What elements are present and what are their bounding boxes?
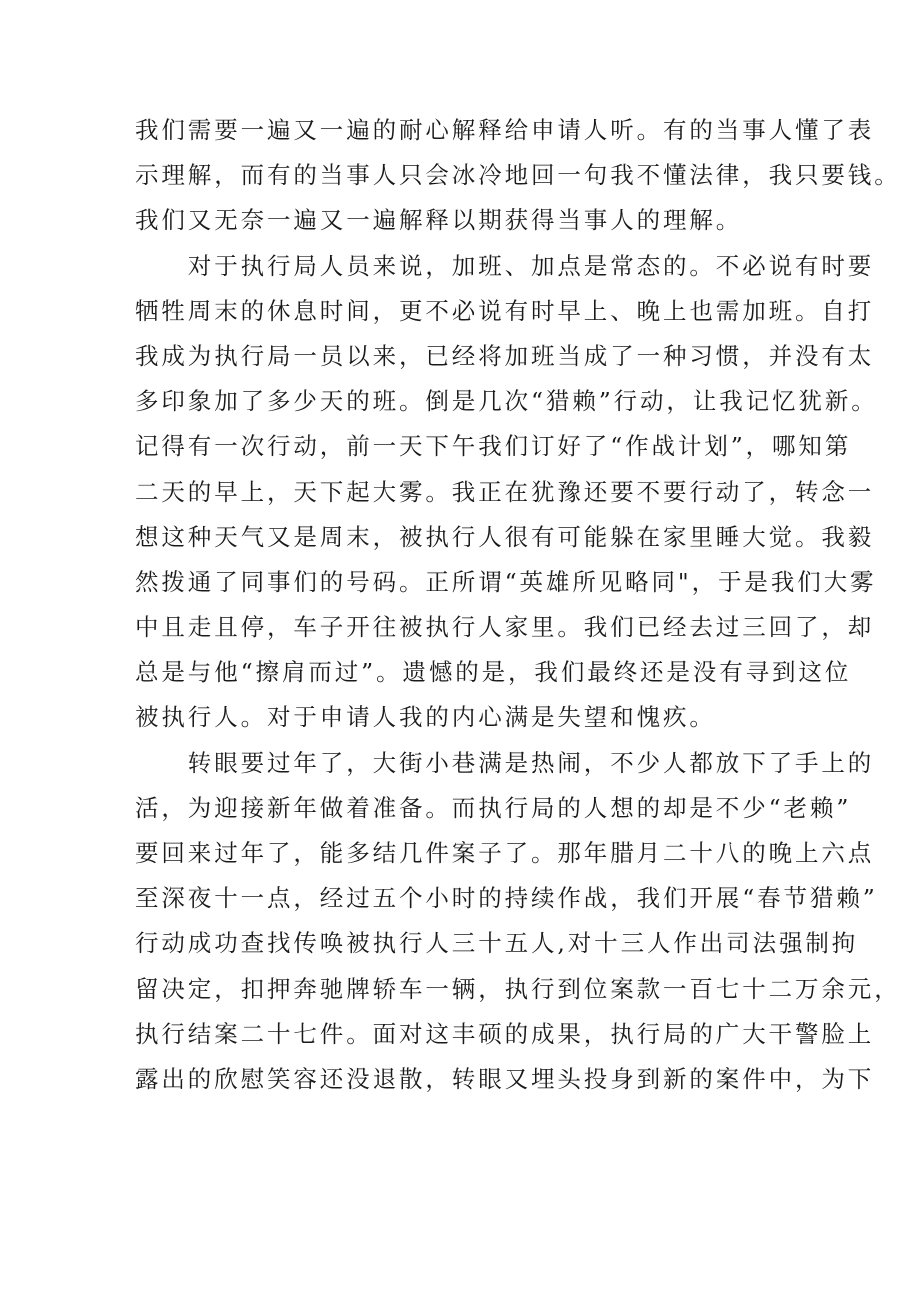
text-line: 想这种天气又是周末，被执行人很有可能躲在家里睡大觉。我毅 bbox=[135, 522, 875, 551]
text-line: 多印象加了多少天的班。倒是几次“猎赖”行动，让我记忆犹新。 bbox=[135, 387, 878, 416]
paragraph-1 bbox=[135, 113, 901, 249]
text-line: 我们需要一遍又一遍的耐心解释给申请人听。有的当事人懂了表 bbox=[135, 116, 875, 144]
text-line: 要回来过年了，能多结几件案子了。那年腊月二十八的晚上六点 bbox=[135, 839, 875, 867]
text-line: 留决定，扣押奔驰牌轿车一辆，执行到位案款一百七十二万余元， bbox=[135, 974, 901, 1003]
text-line: 活，为迎接新年做着准备。而执行局的人想的却是不少“老赖” bbox=[135, 793, 852, 822]
text-line: 至深夜十一点，经过五个小时的持续作战，我们开展“春节猎赖” bbox=[135, 884, 878, 913]
text-line: 示理解，而有的当事人只会冰冷地回一句我不懂法律，我只要钱。 bbox=[135, 161, 901, 190]
paragraph-3 bbox=[135, 746, 901, 1108]
text-line: 执行结案二十七件。面对这丰硕的成果，执行局的广大干警脸上 bbox=[135, 1019, 875, 1048]
text-line: 牺牲周末的休息时间，更不必说有时早上、晚上也需加班。自打 bbox=[135, 296, 875, 325]
text-line: 然拨通了同事们的号码。正所谓“英雄所见略同"，于是我们大雾 bbox=[135, 567, 877, 596]
text-line: 对于执行局人员来说，加班、加点是常态的。不必说有时要 bbox=[135, 251, 875, 280]
text-line: 总是与他“擦肩而过”。遗憾的是，我们最终还是没有寻到这位 bbox=[135, 658, 852, 687]
text-line: 转眼要过年了，大街小巷满是热闹，不少人都放下了手上的 bbox=[135, 748, 875, 777]
paragraph-2 bbox=[135, 249, 878, 746]
text-line: 行动成功查找传唤被执行人三十五人,对十三人作出司法强制拘 bbox=[135, 929, 859, 958]
text-line: 中且走且停，车子开往被执行人家里。我们已经去过三回了，却 bbox=[135, 613, 875, 642]
body-text bbox=[135, 113, 901, 1107]
text-line: 二天的早上，天下起大雾。我正在犹豫还要不要行动了，转念一 bbox=[135, 477, 875, 506]
text-line: 被执行人。对于申请人我的内心满是失望和愧疚。 bbox=[135, 703, 716, 732]
text-line: 露出的欣慰笑容还没退散，转眼又埋头投身到新的案件中，为下 bbox=[135, 1064, 875, 1093]
text-line: 记得有一次行动，前一天下午我们订好了“作战计划”，哪知第 bbox=[135, 432, 852, 461]
text-line: 我们又无奈一遍又一遍解释以期获得当事人的理解。 bbox=[135, 206, 743, 235]
text-line: 我成为执行局一员以来，已经将加班当成了一种习惯，并没有太 bbox=[135, 341, 875, 370]
